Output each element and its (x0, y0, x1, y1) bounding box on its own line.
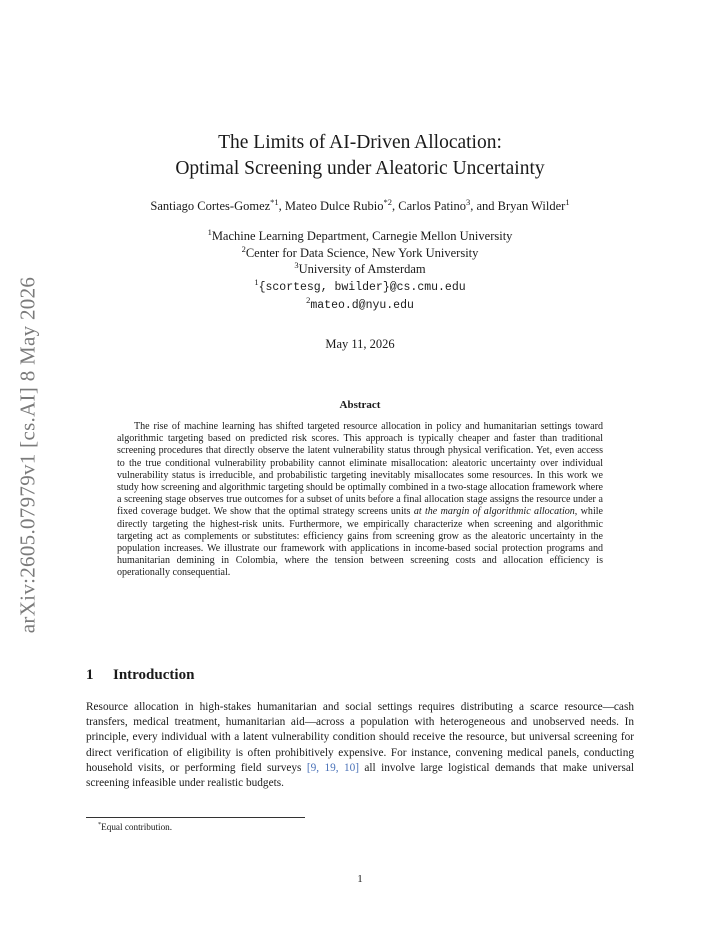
citation-link[interactable]: 10 (343, 761, 356, 774)
author-name: Carlos Patino (398, 199, 466, 213)
footnote (98, 822, 172, 832)
affiliation (0, 245, 720, 262)
affiliation-text: University of Amsterdam (298, 262, 426, 276)
footnote-text: Equal contribution. (101, 822, 173, 832)
title-line-1: The Limits of AI-Driven Allocation: (218, 132, 502, 153)
author-name: Mateo Dulce Rubio (284, 199, 384, 213)
footnote-mark: * (98, 820, 102, 828)
affiliation-sup: 2 (241, 243, 246, 254)
affiliation (0, 261, 720, 278)
affiliation (0, 228, 720, 245)
affiliation-sup: 3 (294, 259, 299, 270)
affiliation-text: Center for Data Science, New York University (245, 245, 479, 260)
author-sup: 1 (565, 196, 570, 207)
email-line (0, 278, 720, 297)
footnote-rule (86, 817, 305, 818)
section-title: Introduction (113, 667, 195, 683)
affiliation-sup: 1 (207, 226, 212, 237)
email-text[interactable]: {scortesg, bwilder}@cs.cmu.edu (258, 280, 466, 294)
author-sup: *2 (383, 196, 393, 207)
author-sup: 3 (465, 196, 471, 207)
author-separator: , (278, 199, 285, 213)
author-list (0, 196, 720, 214)
title-line-2: Optimal Screening under Aleatoric Uncertainty (175, 158, 545, 179)
intro-text: all involve large logistical demands that make universal screening infeasible under realistic budgets. (86, 761, 634, 790)
author-separator: , (392, 199, 399, 213)
citation-bracket: ] (355, 761, 360, 774)
paper-title (0, 130, 720, 182)
abstract-text: The rise of machine learning has shifted targeted resource allocation in policy and humanitarian settings toward algorithmic targeting based on predicted risk scores. This approach is typically cheaper and faster than traditional screening procedures that directly observe the latent vulnerability status through physical verification. Yet, even access to the true conditional vulnerability probability cannot eliminate misallocation: aleatoric uncertainty over individual vulnerability status is irreducible, and probabilistic targeting inevitably misallocates some resources. In this work we study how screening and algorithmic targeting should be optimally combined in a two-stage allocation framework where a screening stage observes true outcomes for a subset of units before a final allocation stage assigns the resource under a fixed coverage budget. We show that the optimal strategy screens units (117, 421, 603, 518)
page-number: 1 (357, 873, 363, 885)
author-name: Bryan Wilder (497, 199, 566, 213)
abstract-heading: Abstract (339, 399, 381, 411)
affiliation-text: Machine Learning Department, Carnegie Mellon University (211, 229, 513, 243)
arxiv-stamp-text: arXiv:2605.07979v1 [cs.AI] 8 May 2026 (15, 276, 40, 634)
email-sup: 1 (254, 276, 259, 287)
intro-text: Resource allocation in high-stakes humanitarian and social settings requires distributing a scarce resource—cash transfers, medical treatment, humanitarian aid—across a population with heterogeneous and unobserved needs. In principle, every individual with a latent vulnerability condition should receive the resource, but universal screening for direct verification of eligibility is often prohibitively expensive. For instance, convening medical panels, conducting household visits, or performing field surveys (86, 701, 634, 774)
abstract-body (117, 421, 603, 580)
intro-paragraph: Resource allocation in high-stakes humanitarian and social settings requires distributing a scarce resource—cash transfers, medical treatment, humanitarian aid—across a population with heterogeneous and unobserved needs. In principle, every individual with a latent vulnerability condition should receive the resource, but universal screening for direct verification of eligibility is often prohibitively expensive. For instance, convening medical panels, conducting household visits, or performing field surveys [9, 19, 10] all involve large logistical demands that make universal screening infeasible under realistic budgets. (86, 701, 634, 790)
citation-bracket: [ (306, 761, 311, 774)
author-separator: , and (470, 199, 498, 213)
citation-link[interactable]: 19 (324, 761, 336, 774)
paper-date: May 11, 2026 (325, 337, 395, 351)
email-line (0, 296, 720, 315)
email-sup: 2 (306, 294, 311, 305)
author-sup: *1 (270, 196, 279, 207)
section-heading (86, 667, 194, 684)
citation-link[interactable]: 9 (310, 761, 317, 774)
abstract-emphasis: at the margin of algorithmic allocation (413, 506, 575, 518)
arxiv-stamp (8, 260, 48, 650)
section-number: 1 (86, 667, 94, 683)
author-name: Santiago Cortes-Gomez (150, 199, 271, 213)
affiliations (0, 228, 720, 315)
email-text[interactable]: mateo.d@nyu.edu (310, 299, 414, 312)
abstract-text: , while directly targeting the highest-risk units. Furthermore, we empirically characterize when screening and algorithmic targeting act as complements or substitutes: efficiency gains from screening grow as the aleatoric uncertainty in the population increases. We illustrate our framework with applications in income-based social protection programs and humanitarian demining in Colombia, where the tension between screening costs and allocation efficiency is operationally consequential. (117, 506, 603, 579)
